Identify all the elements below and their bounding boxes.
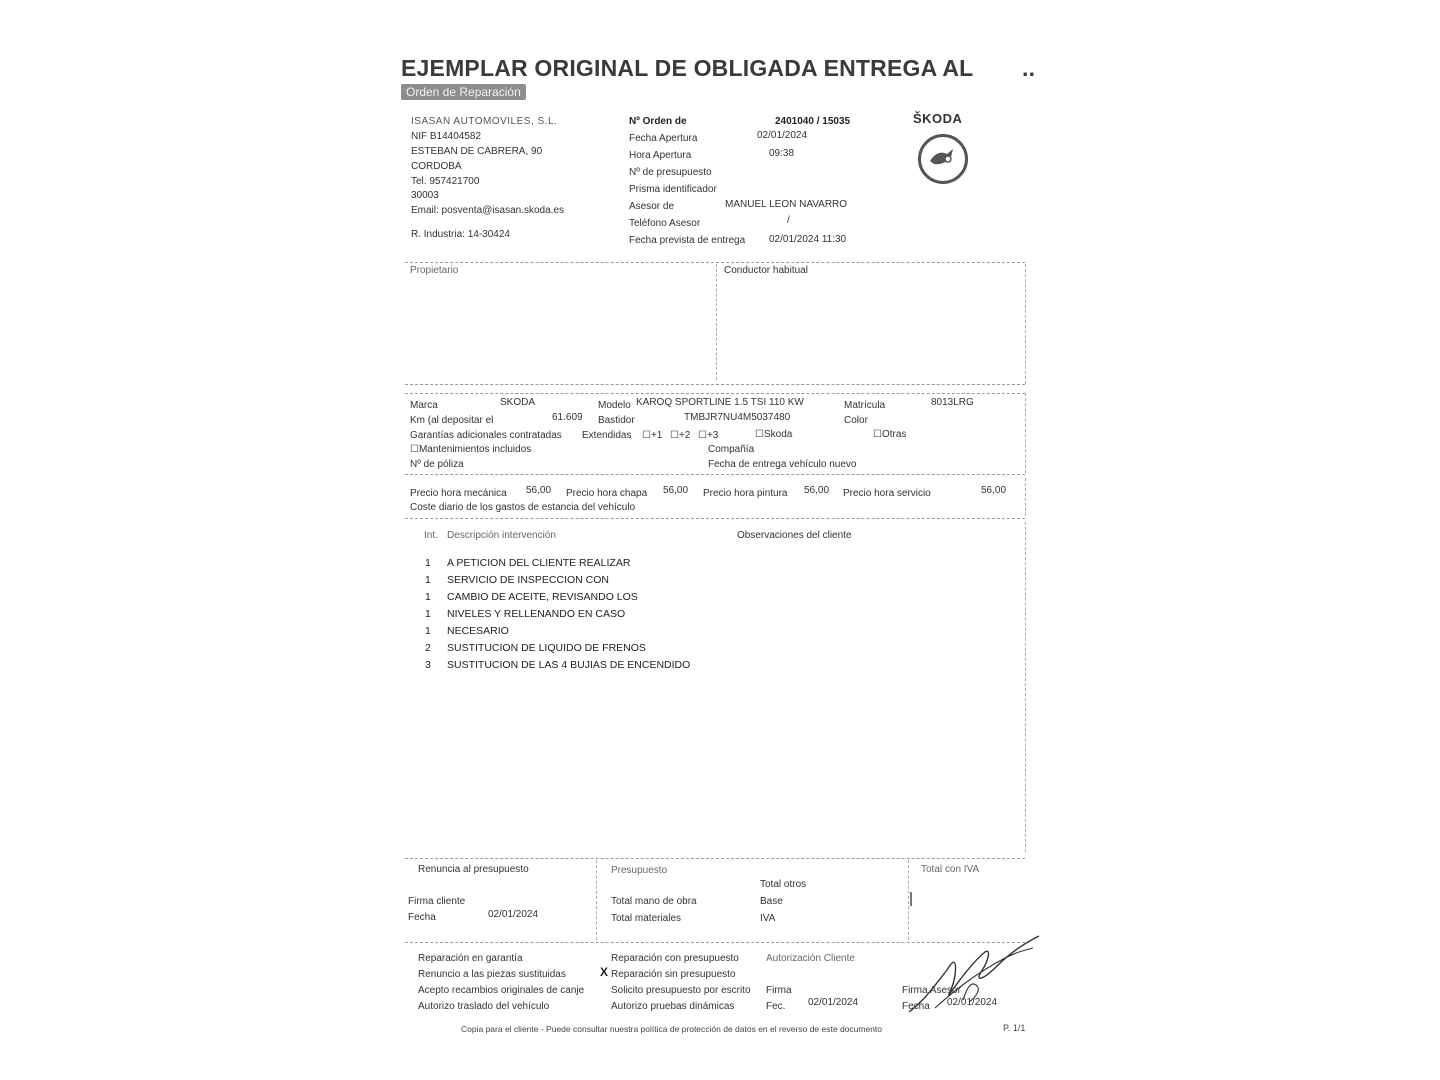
intervention-text: SERVICIO DE INSPECCION CON: [447, 574, 610, 586]
color-label: Color: [844, 415, 868, 426]
fecha-cliente: 02/01/2024: [808, 997, 859, 1008]
total-materiales-label: Total materiales: [611, 913, 682, 924]
iva-label: IVA: [760, 913, 776, 924]
order-hora-apertura: 09:38: [769, 148, 795, 159]
order-label-fecha-prevista: Fecha prevista de entrega: [629, 235, 746, 246]
compania-label: Compañía: [708, 444, 755, 455]
intervention-text: SUSTITUCION DE LAS 4 BUJIAS DE ENCENDIDO: [447, 659, 691, 671]
check-mark: X: [600, 965, 609, 979]
option-otras[interactable]: ☐Otras: [873, 429, 907, 440]
auth-left-item[interactable]: Autorizo traslado del vehículo: [418, 1001, 550, 1012]
autorizacion-cliente-label: Autorización Cliente: [766, 953, 855, 964]
option-skoda[interactable]: ☐Skoda: [755, 429, 793, 440]
intervention-num: 3: [425, 659, 431, 671]
option-plus3[interactable]: ☐+3: [698, 430, 719, 441]
matricula-value: 8013LRG: [931, 397, 974, 408]
company-street: ESTEBAN DE CABRERA, 90: [411, 146, 543, 157]
page-number: P. 1/1: [1003, 1023, 1026, 1033]
bastidor-value: TMBJR7NU4M5037480: [684, 412, 791, 423]
matricula-label: Matrícula: [844, 400, 886, 411]
document-title: EJEMPLAR ORIGINAL DE OBLIGADA ENTREGA AL: [401, 55, 974, 81]
auth-left-item[interactable]: Acepto recambios originales de canje: [418, 985, 585, 996]
intervention-num: 2: [425, 642, 431, 654]
rate-servicio-label: Precio hora servicio: [843, 488, 931, 499]
budget-fecha-label: Fecha: [408, 912, 436, 923]
budget-fecha: 02/01/2024: [488, 909, 539, 920]
order-label-fecha-apertura: Fecha Apertura: [629, 133, 698, 144]
order-label-number: Nº Orden de: [629, 116, 687, 127]
fecha-asesor: 02/01/2024: [947, 997, 998, 1008]
garantias-label: Garantías adicionales contratadas: [410, 430, 562, 441]
conductor-label: Conductor habitual: [724, 265, 808, 276]
fecha-entrega-nuevo-label: Fecha de entrega vehículo nuevo: [708, 459, 857, 470]
poliza-label: Nº de póliza: [410, 459, 464, 470]
skoda-logo: [918, 134, 968, 184]
bastidor-label: Bastidor: [598, 415, 635, 426]
marca-label: Marca: [410, 400, 438, 411]
renuncia-presupuesto: Renuncia al presupuesto: [418, 864, 529, 875]
order-number: 2401040 / 15035: [775, 116, 851, 127]
order-telefono-asesor: /: [787, 215, 790, 226]
company-email: Email: posventa@isasan.skoda.es: [411, 205, 565, 216]
intervention-num: 1: [425, 574, 431, 586]
order-label-hora-apertura: Hora Apertura: [629, 150, 692, 161]
base-label: Base: [760, 896, 783, 907]
firma-asesor-label: Firma Asesor: [902, 985, 961, 996]
company-industria: R. Industria: 14-30424: [411, 229, 510, 240]
km-label: Km (al depositar el: [410, 415, 494, 426]
intervention-text: NIVELES Y RELLENANDO EN CASO: [447, 608, 626, 620]
brand-name: ŠKODA: [913, 111, 963, 126]
auth-left-item[interactable]: Renuncio a las piezas sustituidas: [418, 969, 566, 980]
total-mano-obra-label: Total mano de obra: [611, 896, 697, 907]
order-label-telefono: Teléfono Asesor: [629, 218, 701, 229]
rate-chapa: 56,00: [663, 485, 689, 496]
marca-value: SKODA: [500, 397, 536, 408]
order-asesor: MANUEL LEON NAVARRO: [725, 199, 848, 210]
rate-mecanica: 56,00: [526, 485, 552, 496]
intervention-header-int: Int.: [424, 530, 438, 541]
auth-middle-item[interactable]: Reparación con presupuesto: [611, 953, 739, 964]
company-tel: Tel. 957421700: [411, 176, 480, 187]
intervention-num: 1: [425, 608, 431, 620]
modelo-value: KAROQ SPORTLINE 1.5 TSI 110 KW: [636, 397, 804, 408]
order-label-presupuesto: Nº de presupuesto: [629, 167, 712, 178]
firma-label: Firma: [766, 985, 792, 996]
intervention-num: 1: [425, 591, 431, 603]
company-city: CORDOBA: [411, 161, 462, 172]
auth-middle-item[interactable]: Reparación sin presupuesto: [611, 969, 736, 980]
order-fecha-apertura: 02/01/2024: [757, 130, 808, 141]
extendidas-label: Extendidas: [582, 430, 632, 441]
rate-pintura: 56,00: [804, 485, 830, 496]
mantenimientos-option[interactable]: ☐Mantenimientos incluidos: [410, 444, 532, 455]
signature-scribble: [905, 930, 1045, 1020]
title-dots: ..: [1022, 55, 1036, 81]
presupuesto-label: Presupuesto: [611, 865, 668, 876]
order-label-asesor: Asesor de: [629, 201, 675, 212]
intervention-header-obs: Observaciones del cliente: [737, 530, 852, 541]
total-otros-label: Total otros: [760, 879, 807, 890]
auth-middle-item[interactable]: Autorizo pruebas dinámicas: [611, 1001, 735, 1012]
footer-note: Copia para el cliente - Puede consultar nuestra política de protección de datos en el reverso de este documento: [461, 1024, 883, 1034]
company-name: ISASAN AUTOMOVILES, S.L.: [411, 116, 558, 127]
order-fecha-prevista: 02/01/2024 11:30: [769, 234, 847, 245]
rate-mecanica-label: Precio hora mecánica: [410, 488, 507, 499]
company-nif: NIF B14404582: [411, 131, 482, 142]
firma-cliente-label: Firma cliente: [408, 896, 466, 907]
modelo-label: Modelo: [598, 400, 631, 411]
fecha-asesor-label: Fecha: [902, 1001, 930, 1012]
auth-middle-item[interactable]: Solicito presupuesto por escrito: [611, 985, 751, 996]
intervention-text: CAMBIO DE ACEITE, REVISANDO LOS: [447, 591, 638, 603]
intervention-text: SUSTITUCION DE LIQUIDO DE FRENOS: [447, 642, 646, 654]
auth-left-item[interactable]: Reparación en garantía: [418, 953, 523, 964]
skoda-arrow-icon: [927, 143, 959, 175]
intervention-text: NECESARIO: [447, 625, 509, 637]
km-value: 61.609: [552, 412, 583, 423]
document-subtitle: Orden de Reparación: [401, 84, 526, 100]
intervention-num: 1: [425, 557, 431, 569]
intervention-text: A PETICION DEL CLIENTE REALIZAR: [447, 557, 631, 569]
rate-pintura-label: Precio hora pintura: [703, 488, 788, 499]
rate-chapa-label: Precio hora chapa: [566, 488, 648, 499]
intervention-num: 1: [425, 625, 431, 637]
order-label-prisma: Prisma identificador: [629, 184, 717, 195]
option-plus1[interactable]: ☐+1: [642, 430, 663, 441]
propietario-label: Propietario: [410, 265, 459, 276]
total-con-iva-label: Total con IVA: [921, 864, 980, 875]
coste-estancia-label: Coste diario de los gastos de estancia del vehículo: [410, 502, 636, 513]
fecha-short-label: Fec.: [766, 1001, 786, 1012]
rate-servicio: 56,00: [981, 485, 1007, 496]
option-plus2[interactable]: ☐+2: [670, 430, 691, 441]
company-postal: 30003: [411, 190, 439, 201]
intervention-header-desc: Descripción intervención: [447, 530, 556, 541]
